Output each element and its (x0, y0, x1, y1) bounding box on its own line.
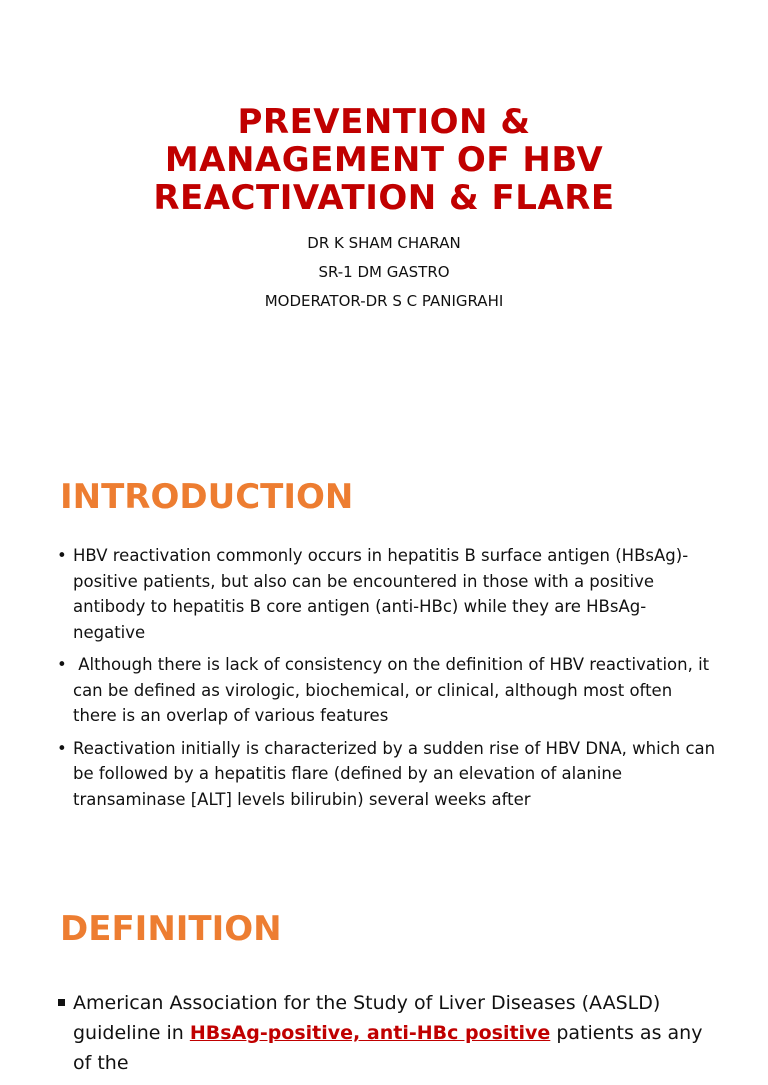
presenter-info (0, 229, 768, 316)
bullet-text: Although there is lack of consistency on the definition of HBV reactivation, it can be defined as virologic, biochemical, or clinical, although most often there is an overlap of various features (73, 655, 715, 725)
bullet-dot-icon: • (57, 546, 67, 565)
bullet-text: Reactivation initially is characterized by a sudden rise of HBV DNA, which can be followed by a hepatitis flare (defined by an elevation of alanine transaminase [ALT] levels bilirubin) several weeks after (73, 738, 716, 809)
list-item (57, 543, 717, 645)
introduction-heading: INTRODUCTION (60, 477, 354, 517)
author-name: DR K SHAM CHARAN (307, 234, 461, 252)
bullet-dot-icon: • (57, 655, 67, 674)
title-line-1: PREVENTION & (237, 102, 531, 142)
bullet-text: American Association for the Study of Liver Diseases (AASLD) (73, 992, 661, 1014)
title-line-2: MANAGEMENT OF HBV (164, 140, 604, 180)
definition-heading: DEFINITION (60, 909, 282, 949)
title-slide (0, 0, 768, 440)
bullet-text-tail: patients as any of the (73, 1022, 703, 1074)
list-item (57, 988, 717, 1078)
presentation-title (0, 103, 768, 217)
square-bullet-icon (58, 999, 65, 1006)
bullet-dot-icon: • (57, 738, 67, 758)
list-item (57, 736, 717, 813)
definition-bullet-list (57, 988, 717, 1085)
list-item (57, 652, 717, 729)
bullet-text-continued: guideline in (73, 1022, 184, 1044)
introduction-bullet-list (57, 543, 717, 819)
moderator-name: MODERATOR-DR S C PANIGRAHI (264, 292, 504, 310)
title-line-3: REACTIVATION & FLARE (153, 178, 615, 218)
author-position: SR-1 DM GASTRO (318, 263, 450, 281)
highlighted-text: HBsAg-positive, anti-HBc positive (189, 1022, 551, 1044)
bullet-text: HBV reactivation commonly occurs in hepatitis B surface antigen (HBsAg)-positive patients, but also can be encountered in those with a positive antibody to hepatitis B core antigen (anti-HBc) while they are HBsAg-negative (73, 546, 689, 642)
